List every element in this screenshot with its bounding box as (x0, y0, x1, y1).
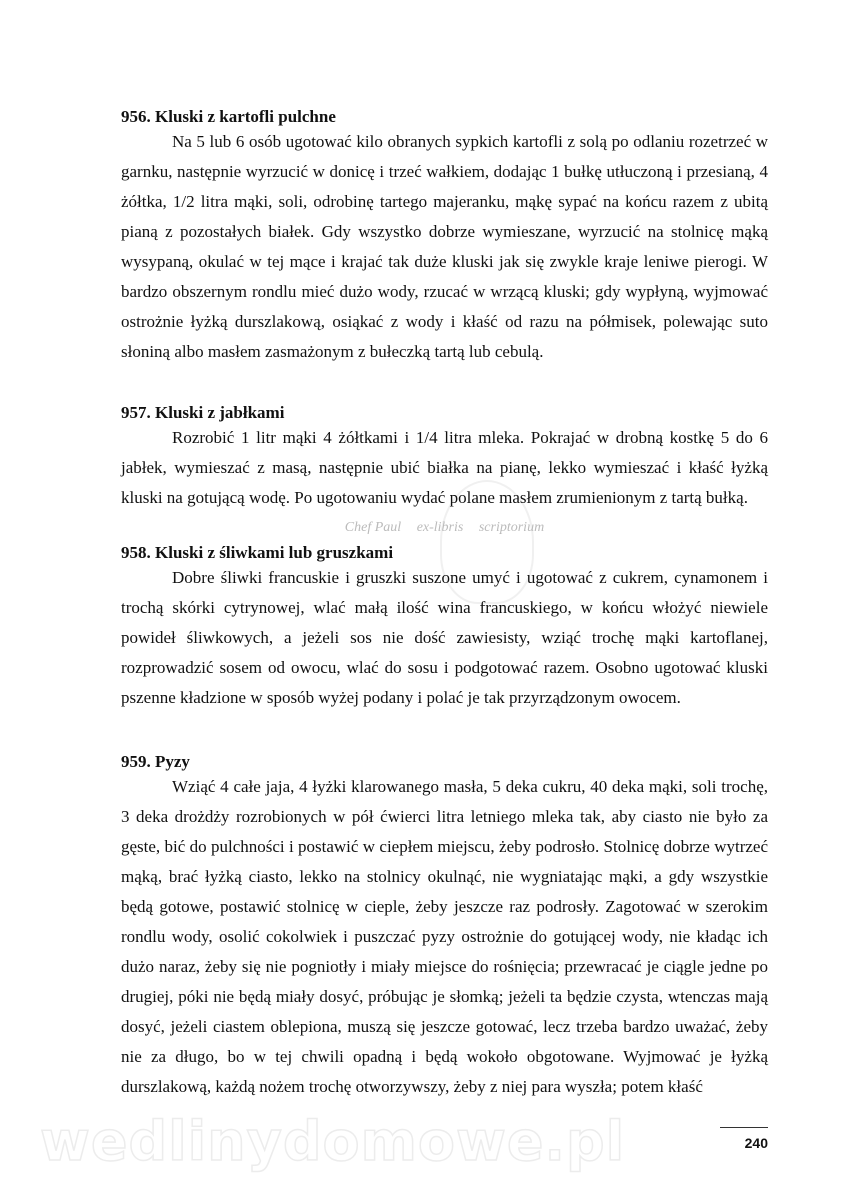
page-body (121, 107, 768, 1102)
recipe-text-957: Rozrobić 1 litr mąki 4 żółtkami i 1/4 litra mleka. Pokrajać w drobną kostkę 5 do 6 jabłek, wymieszać z masą, następnie ubić białka na pianę, lekko wymieszać i kłaść łyżką kluski na gotującą wodę. Po ugotowaniu wydać polane masłem zrumienionym z tartą bułką. (121, 428, 768, 507)
recipe-title-959: 959. Pyzy (121, 752, 190, 771)
stamp-line-1: Chef Paul (344, 520, 402, 535)
recipe-text-959: Wziąć 4 całe jaja, 4 łyżki klarowanego masła, 5 deka cukru, 40 deka mąki, soli trochę, 3 deka drożdży rozrobionych w pół ćwierci litra letniego mleka tak, aby ciasto nie było za gęste, bić do pulchności i postawić w ciepłem miejscu, żeby podrosło. Stolnicę dobrze wytrzeć mąką, brać łyżką ciasto, lekko na stolnicy okulnąć, nie wygniatając mąki, a gdy wszystkie będą gotowe, postawić stolnicę w cieple, żeby jeszcze raz podrosły. Zagotować w szerokim rondlu wody, osolić cokolwiek i puszczać pyzy ostrożnie do gotującej wody, nie kładąc ich dużo naraz, żeby się nie pogniotły i miały miejsce do rośnięcia; przewracać je ciągle jedne po drugiej, póki nie będą miały dosyć, próbując je słomką; jeżeli ta będzie czysta, wtenczas mają dosyć, jeżeli ciastem oblepiona, muszą się jeszcze gotować, lecz trzeba bardzo uważać, żeby nie za długo, bo w tej chwili opadną i będą wokoło obgotowane. Wyjmować je łyżką durszlakową, każdą nożem trochę otworzywszy, żeby z niej para wyszła; potem kłaść (121, 777, 768, 1096)
footer-rule (720, 1127, 768, 1128)
recipe-text-956: Na 5 lub 6 osób ugotować kilo obranych sypkich kartofli z solą po odlaniu rozetrzeć w garnku, następnie wyrzucić w donicę i trzeć wałkiem, dodając 1 bułkę utłuczoną i przesianą, 4 żółtka, 1/2 litra mąki, soli, odrobinę tartego majeranku, mąkę sypać na końcu razem z ubitą pianą z pozostałych białek. Gdy wszystko dobrze wymieszane, wyrzucić na stolnicę mąką wysypaną, okulać w tej mące i krajać tak duże kluski jak się zwykle kraje leniwe pierogi. W bardzo obszernym rondlu mieć dużo wody, rzucać w wrzącą kluski; gdy wypłyną, wyjmować ostrożnie łyżką durszlakową, osiąkać z wody i kłaść od razu na półmisek, polewając suto słoniną albo masłem zasmażonym z bułeczką tartą lub cebulą. (121, 132, 768, 361)
page-number: 240 (744, 1135, 768, 1151)
recipe-title-958: 958. Kluski z śliwkami lub gruszkami (121, 543, 394, 562)
recipe-title-956: 956. Kluski z kartofli pulchne (121, 107, 336, 126)
ex-libris-stamp (121, 513, 768, 543)
recipe-text-958: Dobre śliwki francuskie i gruszki suszone umyć i ugotować z cukrem, cynamonem i trochą skórki cytrynowej, wlać małą ilość wina francuskiego, w końcu włożyć niewiele powideł śliwkowych, a jeżeli sos nie dość zawiesisty, wziąć trochę mąki kartoflanej, rozprowadzić sosem od owocu, wlać do sosu i podgotować razem. Osobno ugotować kluski pszenne kładzione w sposób wyżej podany i polać je tak przyrządzonym owocem. (121, 568, 768, 707)
stamp-line-3: scriptorium (478, 520, 545, 535)
watermark: wedlinydomowe.pl (40, 1110, 626, 1173)
stamp-line-2: ex-libris (416, 520, 464, 535)
recipe-title-957: 957. Kluski z jabłkami (121, 403, 285, 422)
